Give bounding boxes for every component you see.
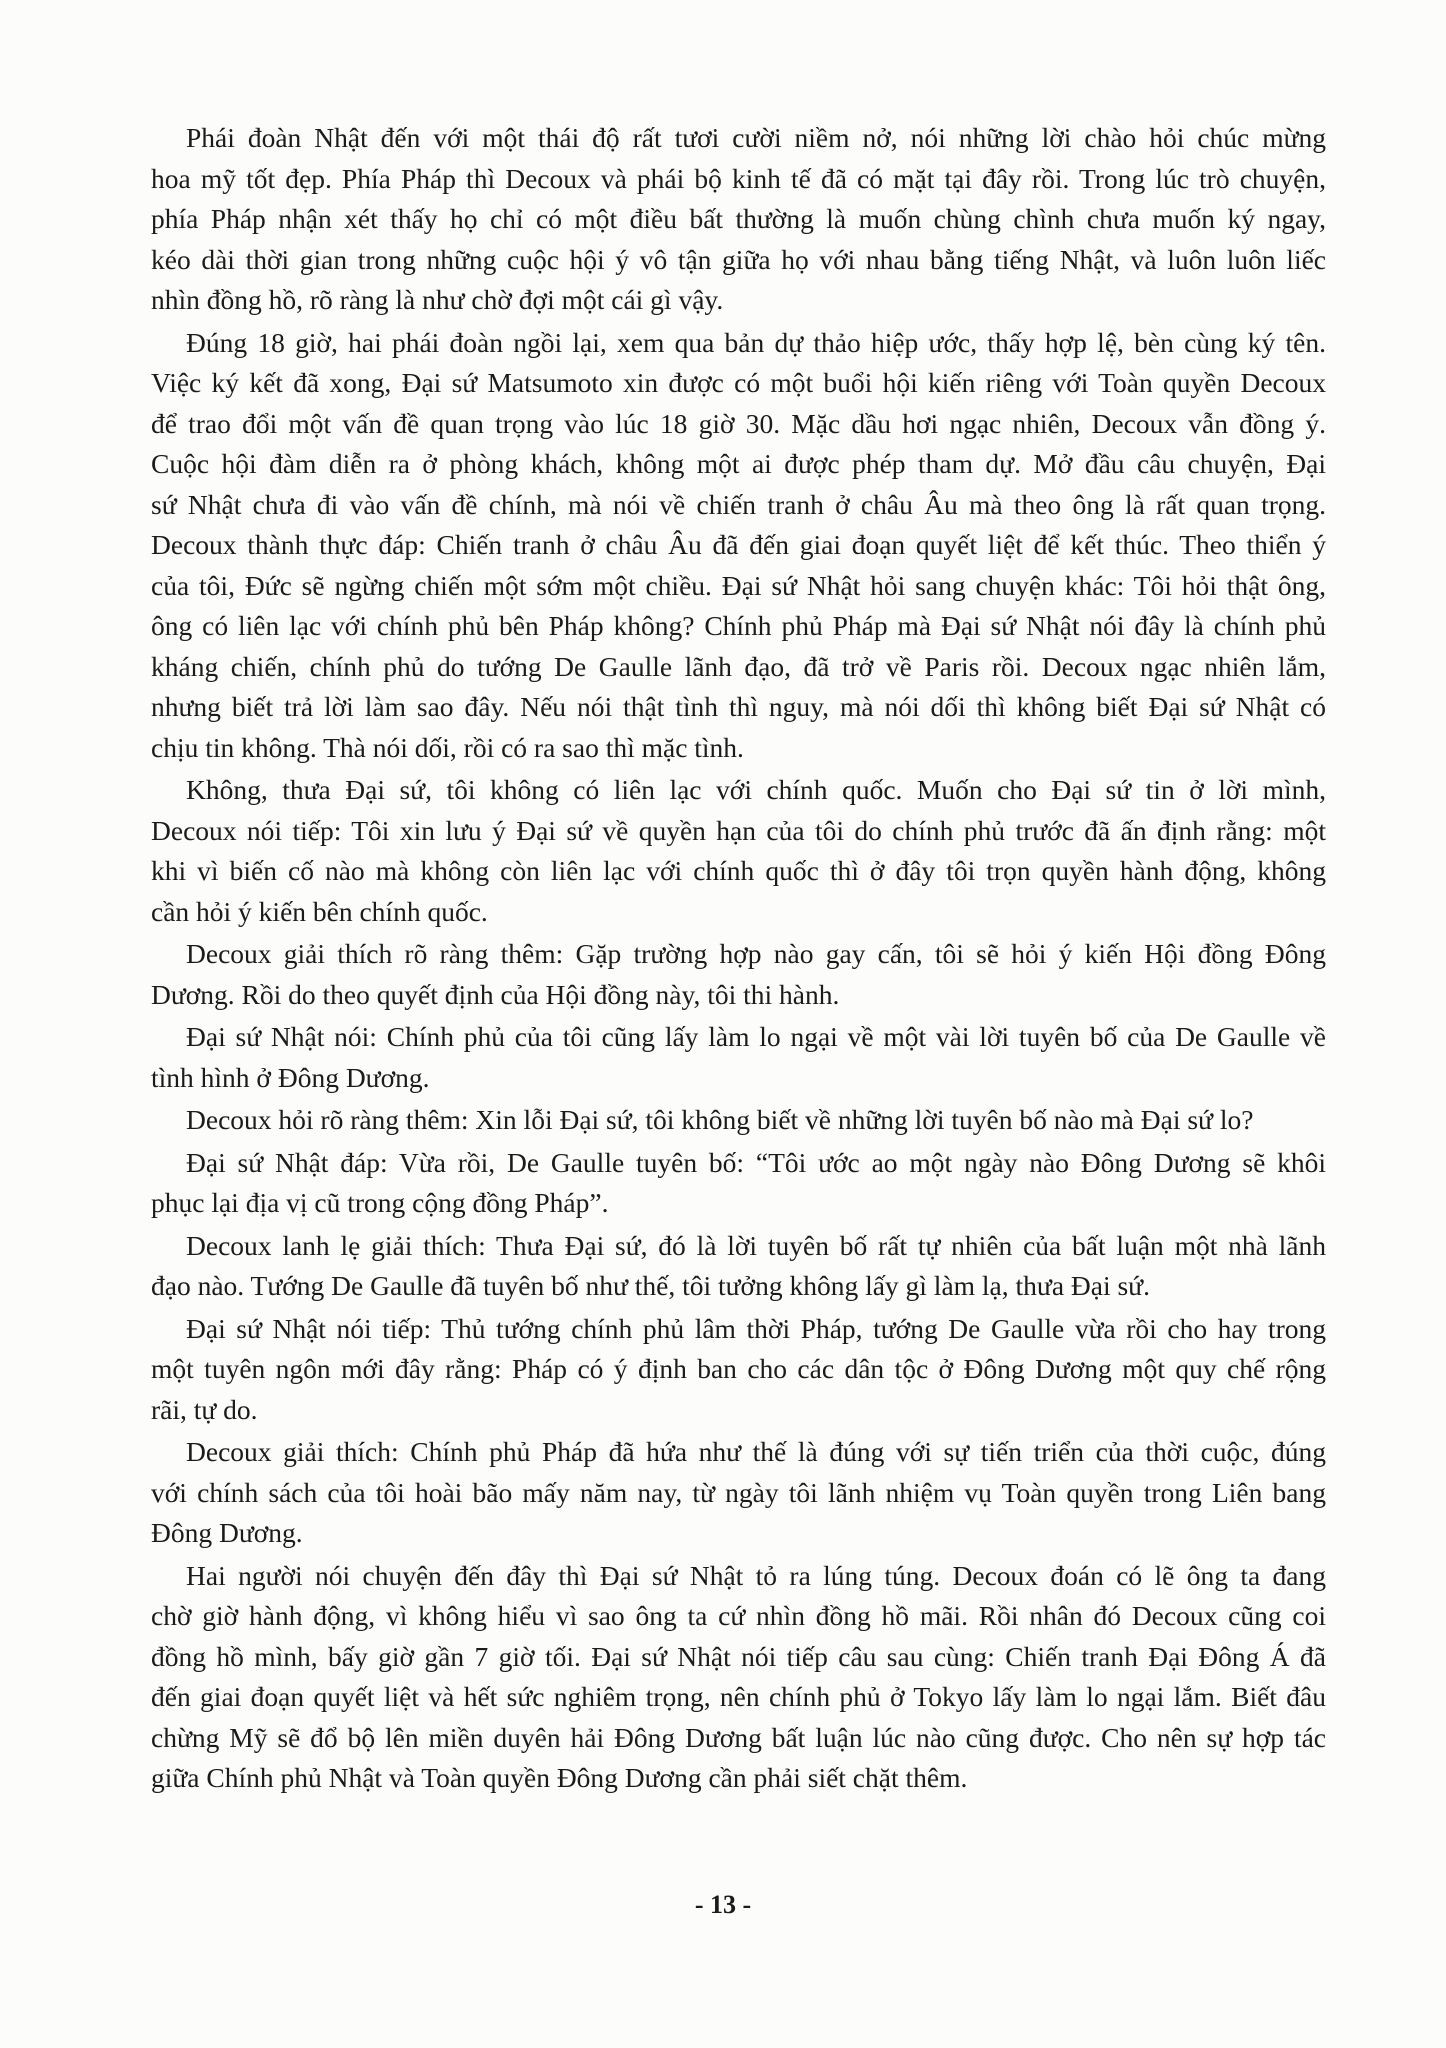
text-line: kháng chiến, chính phủ do tướng De Gaulle lãnh đạo, đã trở về Paris rồi. Decoux ngạc nhiên lắm, (151, 650, 1326, 682)
text-line: để trao đổi một vấn đề quan trọng vào lúc 18 giờ 30. Mặc dầu hơi ngạc nhiên, Decoux vẫn đồng ý. (151, 407, 1326, 439)
paragraph (151, 323, 1326, 769)
text-line: đạo nào. Tướng De Gaulle đã tuyên bố như thế, tôi tưởng không lấy gì làm lạ, thưa Đại sứ. (151, 1270, 1150, 1301)
paragraph (151, 1309, 1326, 1431)
text-line: Decoux giải thích: Chính phủ Pháp đã hứa như thế là đúng với sự tiến triển của thời cuộc, đúng (186, 1436, 1326, 1467)
text-line: giữa Chính phủ Nhật và Toàn quyền Đông Dương cần phải siết chặt thêm. (151, 1762, 968, 1793)
paragraph (151, 1143, 1326, 1224)
text-line: ông có liên lạc với chính phủ bên Pháp không? Chính phủ Pháp mà Đại sứ Nhật nói đây là chính phủ (151, 610, 1326, 641)
text-line: Decoux hỏi rõ ràng thêm: Xin lỗi Đại sứ, tôi không biết về những lời tuyên bố nào mà Đại sứ lo? (186, 1104, 1254, 1135)
text-line: phía Pháp nhận xét thấy họ chỉ có một điều bất thường là muốn chùng chình chưa muốn ký ngay, (151, 203, 1326, 234)
paragraph (151, 1100, 1326, 1141)
text-line: hoa mỹ tốt đẹp. Phía Pháp thì Decoux và phái bộ kinh tế đã có mặt tại đây rồi. Trong lúc trò chuyện, (151, 162, 1326, 194)
text-line: Phái đoàn Nhật đến với một thái độ rất tươi cười niềm nở, nói những lời chào hỏi chúc mừng (186, 122, 1326, 153)
text-line: chờ giờ hành động, vì không hiểu vì sao ông ta cứ nhìn đồng hồ mãi. Rồi nhân đó Decoux cũng coi (151, 1600, 1326, 1631)
page-number: - 13 - (694, 1890, 752, 1919)
text-line: rãi, tự do. (151, 1393, 258, 1425)
paragraph (151, 1017, 1326, 1098)
paragraph (151, 1226, 1326, 1307)
paragraph (151, 770, 1326, 932)
text-line: Cuộc hội đàm diễn ra ở phòng khách, không một ai được phép tham dự. Mở đầu câu chuyện, Đại (151, 448, 1326, 479)
text-line: Đại sứ Nhật nói tiếp: Thủ tướng chính phủ lâm thời Pháp, tướng De Gaulle vừa rồi cho hay trong (186, 1312, 1326, 1344)
text-line: nhưng biết trả lời làm sao đây. Nếu nói thật tình thì nguy, mà nói dối thì không biết Đại sứ Nhật có (151, 691, 1326, 722)
text-line: tình hình ở Đông Dương. (151, 1061, 430, 1093)
text-line: Decoux nói tiếp: Tôi xin lưu ý Đại sứ về quyền hạn của tôi do chính phủ trước đã ấn định rằng: một (151, 814, 1326, 846)
paragraph (151, 118, 1326, 321)
text-line: kéo dài thời gian trong những cuộc hội ý vô tận giữa họ với nhau bằng tiếng Nhật, và luôn luôn liếc (151, 243, 1326, 275)
text-line: phục lại địa vị cũ trong cộng đồng Pháp”. (151, 1187, 609, 1218)
text-line: Không, thưa Đại sứ, tôi không có liên lạc với chính quốc. Muốn cho Đại sứ tin ở lời mình, (186, 774, 1326, 805)
text-line: Việc ký kết đã xong, Đại sứ Matsumoto xin được có một buổi hội kiến riêng với Toàn quyền Decoux (151, 367, 1326, 398)
text-line: chừng Mỹ sẽ đổ bộ lên miền duyên hải Đông Dương bất luận lúc nào cũng được. Cho nên sự hợp tác (151, 1721, 1326, 1753)
text-line: Hai người nói chuyện đến đây thì Đại sứ Nhật tỏ ra lúng túng. Decoux đoán có lẽ ông ta đang (186, 1559, 1326, 1591)
text-line: Dương. Rồi do theo quyết định của Hội đồng này, tôi thi hành. (151, 978, 840, 1010)
text-line: một tuyên ngôn mới đây rằng: Pháp có ý định ban cho các dân tộc ở Đông Dương một quy chế rộng (151, 1353, 1326, 1384)
document-body (151, 118, 1326, 1801)
text-line: nhìn đồng hồ, rõ ràng là như chờ đợi một cái gì vậy. (151, 284, 724, 315)
text-line: chịu tin không. Thà nói dối, rồi có ra sao thì mặc tình. (151, 731, 744, 763)
text-line: với chính sách của tôi hoài bão mấy năm nay, từ ngày tôi lãnh nhiệm vụ Toàn quyền trong Liên bang (151, 1476, 1326, 1508)
text-line: Đại sứ Nhật đáp: Vừa rồi, De Gaulle tuyên bố: “Tôi ước ao một ngày nào Đông Dương sẽ khôi (186, 1146, 1326, 1178)
text-line: Decoux thành thực đáp: Chiến tranh ở châu Âu đã đến giai đoạn quyết liệt để kết thúc. Theo thiển ý (151, 529, 1326, 560)
text-line: khi vì biến cố nào mà không còn liên lạc với chính quốc thì ở đây tôi trọn quyền hành động, không (151, 855, 1326, 886)
text-line: Decoux giải thích rõ ràng thêm: Gặp trường hợp nào gay cấn, tôi sẽ hỏi ý kiến Hội đồng Đông (186, 938, 1326, 969)
paragraph (151, 1432, 1326, 1554)
text-line: của tôi, Đức sẽ ngừng chiến một sớm một chiều. Đại sứ Nhật hỏi sang chuyện khác: Tôi hỏi thật ông, (151, 569, 1326, 601)
text-line: cần hỏi ý kiến bên chính quốc. (151, 895, 488, 927)
text-line: Đúng 18 giờ, hai phái đoàn ngồi lại, xem qua bản dự thảo hiệp ước, thấy hợp lệ, bèn cùng ký tên. (186, 326, 1326, 358)
text-line: đồng hồ mình, bấy giờ gần 7 giờ tối. Đại sứ Nhật nói tiếp câu sau cùng: Chiến tranh Đại Đông Á đã (151, 1640, 1326, 1672)
text-line: Đông Dương. (151, 1517, 303, 1548)
paragraph (151, 934, 1326, 1015)
paragraph (151, 1556, 1326, 1799)
text-line: đến giai đoạn quyết liệt và hết sức nghiêm trọng, nên chính phủ ở Tokyo lấy làm lo ngại lắm. Biết đâu (151, 1681, 1326, 1712)
text-line: Decoux lanh lẹ giải thích: Thưa Đại sứ, đó là lời tuyên bố rất tự nhiên của bất luận một nhà lãnh (186, 1229, 1326, 1261)
text-line: sứ Nhật chưa đi vào vấn đề chính, mà nói về chiến tranh ở châu Âu mà theo ông là rất quan trọng. (151, 488, 1326, 520)
text-line: Đại sứ Nhật nói: Chính phủ của tôi cũng lấy làm lo ngại về một vài lời tuyên bố của De Gaulle về (186, 1021, 1326, 1052)
